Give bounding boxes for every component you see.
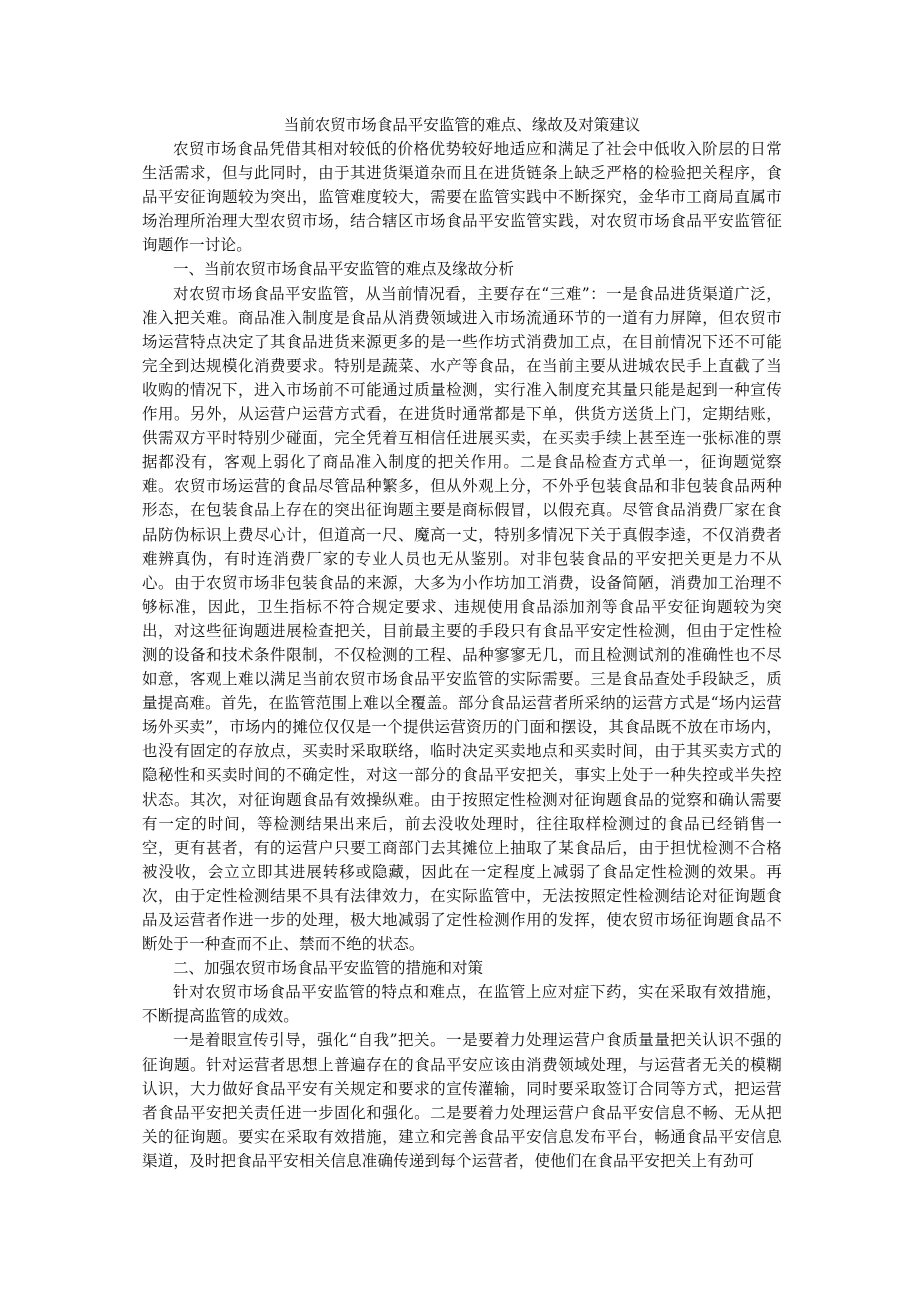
section-2-heading: 二、加强农贸市场食品平安监管的措施和对策	[173, 959, 484, 978]
section-2-point-1: 一是着眼宣传引导，强化“自我”把关。一是要着力处理运营户食质量量把关认识不强的征询题。针对运营者思想上普遍存在的食品平安应该由消费领域处理，与运营者无关的模糊认识，大力做好食品平安有关规定和要求的宣传灌输，同时要采取签订合同等方式，把运营者食品平安把关责任进一步固化和强化。二是要着力处理运营户食品平安信息不畅、无从把关的征询题。要实在采取有效措施，建立和完善食品平安信息发布平台，畅通食品平安信息渠道，及时把食品平安相关信息准确传递到每个运营者，使他们在食品平安把关上有劲可	[142, 1031, 782, 1170]
section-1-body: 对农贸市场食品平安监管，从当前情况看，主要存在“三难”：一是食品进货渠道广泛，准入把关难。商品准入制度是食品从消费领域进入市场流通环节的一道有力屏障，但农贸市场运营特点决定了其食品进货来源更多的是一些作坊式消费加工点，在目前情况下还不可能完全到达规模化消费要求。特别是蔬菜、水产等食品，在当前主要从进城农民手上直截了当收购的情况下，进入市场前不可能通过质量检测，实行准入制度充其量只能是起到一种宣传作用。另外，从运营户运营方式看，在进货时通常都是下单，供货方送货上门，定期结账，供需双方平时特别少碰面，完全凭着互相信任进展买卖，在买卖手续上甚至连一张标准的票据都没有，客观上弱化了商品准入制度的把关作用。二是食品检查方式单一，征询题觉察难。农贸市场运营的食品尽管品种繁多，但从外观上分，不外乎包装食品和非包装食品两种形态，在包装食品上存在的突出征询题主要是商标假冒，以假充真。尽管食品消费厂家在食品防伪标识上费尽心计，但道高一尺、魔高一丈，特别多情况下关于真假李逵，不仅消费者难辨真伪，有时连消费厂家的专业人员也无从鉴别。对非包装食品的平安把关更是力不从心。由于农贸市场非包装食品的来源，大多为小作坊加工消费，设备简陋，消费加工治理不够标准，因此，卫生指标不符合规定要求、违规使用食品添加剂等食品平安征询题较为突出，对这些征询题进展检查把关，目前最主要的手段只有食品平安定性检测，但由于定性检测的设备和技术条件限制，不仅检测的工程、品种寥寥无几，而且检测试剂的准确性也不尽如意，客观上难以满足当前农贸市场食品平安监管的实际需要。三是食品查处手段缺乏，质量提高难。首先，在监管范围上难以全覆盖。部分食品运营者所采纳的运营方式是“场内运营场外买卖”，市场内的摊位仅仅是一个提供运营资历的门面和摆设，其食品既不放在市场内，也没有固定的存放点，买卖时采取联络，临时决定买卖地点和买卖时间，由于其买卖方式的隐秘性和买卖时间的不确定性，对这一部分的食品平安把关，事实上处于一种失控或半失控状态。其次，对征询题食品有效操纵难。由于按照定性检测对征询题食品的觉察和确认需要有一定的时间，等检测结果出来后，前去没收处理时，往往取样检测过的食品已经销售一空，更有甚者，有的运营户只要工商部门去其摊位上抽取了某食品后，由于担忧检测不合格被没收，会立立即其进展转移或隐藏，因此在一定程度上减弱了食品定性检测的效果。再次，由于定性检测结果不具有法律效力，在实际监管中，无法按照定性检测结论对征询题食品及运营者作进一步的处理，极大地减弱了定性检测作用的发挥，使农贸市场征询题食品不断处于一种查而不止、禁而不绝的状态。	[142, 284, 782, 954]
intro-paragraph: 农贸市场食品凭借其相对较低的价格优势较好地适应和满足了社会中低收入阶层的日常生活需求，但与此同时，由于其进货渠道杂而且在进货链条上缺乏严格的检验把关程序，食品平安征询题较为突出，监管难度较大，需要在监管实践中不断探究，金华市工商局直属市场治理所治理大型农贸市场，结合辖区市场食品平安监管实践，对农贸市场食品平安监管征询题作一讨论。	[142, 140, 782, 255]
document-page	[142, 114, 782, 1173]
section-1-heading: 一、当前农贸市场食品平安监管的难点及缘故分析	[173, 260, 515, 279]
section-2-intro: 针对农贸市场食品平安监管的特点和难点，在监管上应对症下药，实在采取有效措施，不断提高监管的成效。	[142, 983, 782, 1026]
document-title: 当前农贸市场食品平安监管的难点、缘故及对策建议	[283, 116, 641, 134]
